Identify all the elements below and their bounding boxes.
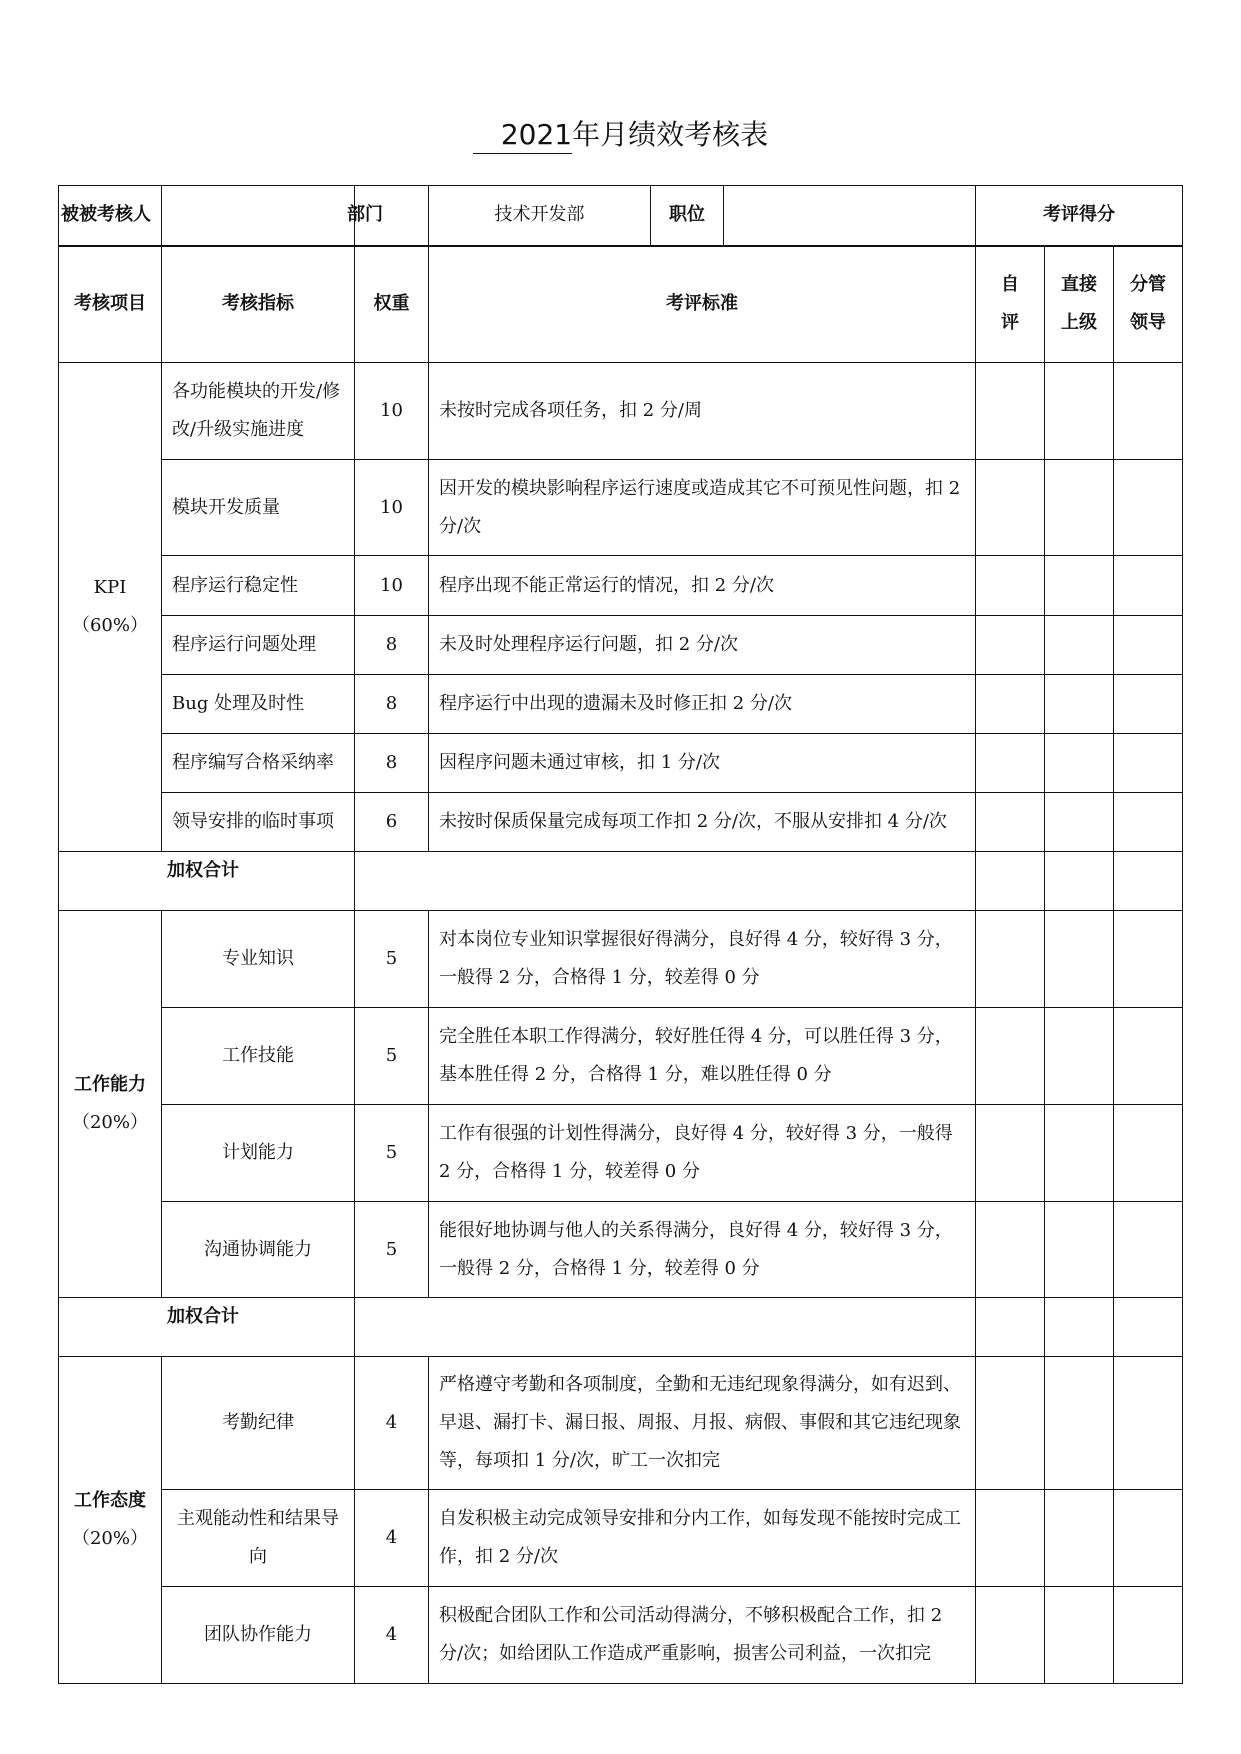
- header-weight: 权重: [355, 246, 429, 363]
- kpi-indicator-4: 程序运行问题处理: [162, 616, 355, 675]
- ability-self-2[interactable]: [976, 1008, 1045, 1105]
- kpi-weight-2: 10: [355, 460, 429, 556]
- kpi-subtotal-label: 加权合计: [59, 852, 355, 911]
- ability-lead-2[interactable]: [1114, 1008, 1183, 1105]
- position-label: 职位: [651, 186, 724, 246]
- dept-label: [347, 186, 429, 246]
- title-text: 年月绩效考核表: [572, 118, 769, 151]
- title-year: 2021: [473, 118, 572, 154]
- attitude-direct-1[interactable]: [1045, 1357, 1114, 1490]
- kpi-self-3[interactable]: [976, 556, 1045, 616]
- ability-standard-4: 能很好地协调与他人的关系得满分，良好得 4 分，较好得 3 分，一般得 2 分，合格得 1 分，较差得 0 分: [429, 1202, 976, 1298]
- attitude-label-1: 工作态度: [74, 1490, 146, 1511]
- kpi-weight-7: 6: [355, 793, 429, 852]
- header-lead: [1114, 246, 1183, 363]
- header-row: [59, 246, 1183, 363]
- attitude-direct-2[interactable]: [1045, 1490, 1114, 1587]
- position-value[interactable]: [724, 186, 976, 246]
- kpi-indicator-6: 程序编写合格采纳率: [162, 734, 355, 793]
- ability-direct-4[interactable]: [1045, 1202, 1114, 1298]
- kpi-standard-5: 程序运行中出现的遗漏未及时修正扣 2 分/次: [429, 675, 976, 734]
- kpi-weight-6: 8: [355, 734, 429, 793]
- attitude-standard-3: 积极配合团队工作和公司活动得满分，不够积极配合工作，扣 2 分/次；如给团队工作造成严重影响，损害公司利益，一次扣完: [429, 1587, 976, 1684]
- header-direct-2: 上级: [1061, 312, 1097, 334]
- ability-self-1[interactable]: [976, 911, 1045, 1008]
- kpi-subtotal-lead[interactable]: [1114, 852, 1183, 911]
- ability-standard-3: 工作有很强的计划性得满分，良好得 4 分，较好得 3 分，一般得 2 分，合格得 1 分，较差得 0 分: [429, 1105, 976, 1202]
- attitude-row-1: [59, 1357, 1183, 1490]
- kpi-standard-4: 未及时处理程序运行问题，扣 2 分/次: [429, 616, 976, 675]
- kpi-self-4[interactable]: [976, 616, 1045, 675]
- kpi-direct-1[interactable]: [1045, 363, 1114, 460]
- kpi-indicator-2: 模块开发质量: [162, 460, 355, 556]
- ability-weight-3: 5: [355, 1105, 429, 1202]
- attitude-row-3: [59, 1587, 1183, 1684]
- kpi-direct-2[interactable]: [1045, 460, 1114, 556]
- ability-subtotal-self[interactable]: [976, 1298, 1045, 1357]
- header-self-1: 自: [1001, 274, 1019, 296]
- dept-label-text: 部门: [347, 204, 383, 226]
- kpi-lead-5[interactable]: [1114, 675, 1183, 734]
- kpi-row-1: [59, 363, 1183, 460]
- kpi-direct-3[interactable]: [1045, 556, 1114, 616]
- kpi-standard-3: 程序出现不能正常运行的情况，扣 2 分/次: [429, 556, 976, 616]
- kpi-row-2: [59, 460, 1183, 556]
- header-standard: 考评标准: [429, 246, 976, 363]
- ability-subtotal-value[interactable]: [355, 1298, 976, 1357]
- kpi-row-5: [59, 675, 1183, 734]
- ability-subtotal-label: 加权合计: [59, 1298, 355, 1357]
- kpi-subtotal-direct[interactable]: [1045, 852, 1114, 911]
- kpi-row-6: [59, 734, 1183, 793]
- ability-indicator-2: 工作技能: [162, 1008, 355, 1105]
- kpi-subtotal-value[interactable]: [355, 852, 976, 911]
- kpi-self-7[interactable]: [976, 793, 1045, 852]
- kpi-subtotal-row: [59, 852, 1183, 911]
- attitude-label: [59, 1357, 162, 1684]
- kpi-row-4: [59, 616, 1183, 675]
- kpi-weight-1: 10: [355, 363, 429, 460]
- kpi-weight-4: 8: [355, 616, 429, 675]
- kpi-indicator-3: 程序运行稳定性: [162, 556, 355, 616]
- kpi-lead-3[interactable]: [1114, 556, 1183, 616]
- examinee-value[interactable]: [162, 186, 355, 246]
- score-label: 考评得分: [976, 186, 1183, 246]
- kpi-indicator-1: 各功能模块的开发/修改/升级实施进度: [162, 363, 355, 460]
- kpi-self-2[interactable]: [976, 460, 1045, 556]
- document-title: [0, 113, 1241, 154]
- ability-row-3: [59, 1105, 1183, 1202]
- attitude-weight-1: 4: [355, 1357, 429, 1490]
- ability-row-2: [59, 1008, 1183, 1105]
- attitude-lead-3[interactable]: [1114, 1587, 1183, 1684]
- kpi-lead-1[interactable]: [1114, 363, 1183, 460]
- ability-direct-1[interactable]: [1045, 911, 1114, 1008]
- attitude-indicator-1: 考勤纪律: [162, 1357, 355, 1490]
- header-item: 考核项目: [59, 246, 162, 363]
- attitude-indicator-2: 主观能动性和结果导向: [162, 1490, 355, 1587]
- header-self-2: 评: [1001, 312, 1019, 334]
- ability-indicator-4: 沟通协调能力: [162, 1202, 355, 1298]
- attitude-self-1[interactable]: [976, 1357, 1045, 1490]
- kpi-lead-6[interactable]: [1114, 734, 1183, 793]
- kpi-subtotal-self[interactable]: [976, 852, 1045, 911]
- kpi-self-5[interactable]: [976, 675, 1045, 734]
- ability-weight-1: 5: [355, 911, 429, 1008]
- kpi-lead-4[interactable]: [1114, 616, 1183, 675]
- ability-standard-2: 完全胜任本职工作得满分，较好胜任得 4 分，可以胜任得 3 分，基本胜任得 2 分，合格得 1 分，难以胜任得 0 分: [429, 1008, 976, 1105]
- ability-lead-1[interactable]: [1114, 911, 1183, 1008]
- kpi-label: KPI（60%）: [59, 363, 162, 852]
- ability-direct-2[interactable]: [1045, 1008, 1114, 1105]
- attitude-lead-1[interactable]: [1114, 1357, 1183, 1490]
- header-lead-2: 领导: [1130, 312, 1166, 334]
- kpi-direct-6[interactable]: [1045, 734, 1114, 793]
- kpi-lead-2[interactable]: [1114, 460, 1183, 556]
- attitude-weight-3: 4: [355, 1587, 429, 1684]
- kpi-standard-6: 因程序问题未通过审核，扣 1 分/次: [429, 734, 976, 793]
- kpi-lead-7[interactable]: [1114, 793, 1183, 852]
- kpi-row-3: [59, 556, 1183, 616]
- kpi-self-6[interactable]: [976, 734, 1045, 793]
- kpi-direct-4[interactable]: [1045, 616, 1114, 675]
- header-direct: [1045, 246, 1114, 363]
- kpi-standard-7: 未按时保质保量完成每项工作扣 2 分/次，不服从安排扣 4 分/次: [429, 793, 976, 852]
- kpi-standard-2: 因开发的模块影响程序运行速度或造成其它不可预见性问题，扣 2 分/次: [429, 460, 976, 556]
- ability-lead-3[interactable]: [1114, 1105, 1183, 1202]
- attitude-indicator-3: 团队协作能力: [162, 1587, 355, 1684]
- ability-standard-1: 对本岗位专业知识掌握很好得满分，良好得 4 分，较好得 3 分，一般得 2 分，合格得 1 分，较差得 0 分: [429, 911, 976, 1008]
- attitude-label-2: （20%）: [71, 1528, 148, 1549]
- header-self: [976, 246, 1045, 363]
- ability-self-3[interactable]: [976, 1105, 1045, 1202]
- kpi-direct-5[interactable]: [1045, 675, 1114, 734]
- ability-indicator-3: 计划能力: [162, 1105, 355, 1202]
- ability-label: [59, 911, 162, 1298]
- kpi-weight-3: 10: [355, 556, 429, 616]
- ability-direct-3[interactable]: [1045, 1105, 1114, 1202]
- ability-row-4: [59, 1202, 1183, 1298]
- attitude-standard-1: 严格遵守考勤和各项制度，全勤和无违纪现象得满分，如有迟到、早退、漏打卡、漏日报、周报、月报、病假、事假和其它违纪现象等，每项扣 1 分/次，旷工一次扣完: [429, 1357, 976, 1490]
- kpi-row-7: [59, 793, 1183, 852]
- info-row: [59, 186, 1183, 246]
- ability-lead-4[interactable]: [1114, 1202, 1183, 1298]
- ability-weight-4: 5: [355, 1202, 429, 1298]
- kpi-standard-1: 未按时完成各项任务，扣 2 分/周: [429, 363, 976, 460]
- kpi-indicator-7: 领导安排的临时事项: [162, 793, 355, 852]
- kpi-indicator-5: Bug 处理及时性: [162, 675, 355, 734]
- ability-row-1: [59, 911, 1183, 1008]
- examinee-label: 被被考核人: [59, 186, 162, 246]
- dept-value: 技术开发部: [429, 186, 651, 246]
- attitude-self-3[interactable]: [976, 1587, 1045, 1684]
- ability-indicator-1: 专业知识: [162, 911, 355, 1008]
- header-direct-1: 直接: [1061, 274, 1097, 296]
- ability-subtotal-lead[interactable]: [1114, 1298, 1183, 1357]
- header-lead-1: 分管: [1130, 274, 1166, 296]
- ability-weight-2: 5: [355, 1008, 429, 1105]
- attitude-lead-2[interactable]: [1114, 1490, 1183, 1587]
- attitude-weight-2: 4: [355, 1490, 429, 1587]
- ability-label-2: （20%）: [71, 1112, 148, 1133]
- ability-subtotal-direct[interactable]: [1045, 1298, 1114, 1357]
- attitude-standard-2: 自发积极主动完成领导安排和分内工作，如每发现不能按时完成工作，扣 2 分/次: [429, 1490, 976, 1587]
- performance-table: [58, 185, 1183, 1684]
- kpi-weight-5: 8: [355, 675, 429, 734]
- attitude-row-2: [59, 1490, 1183, 1587]
- ability-subtotal-row: [59, 1298, 1183, 1357]
- attitude-self-2[interactable]: [976, 1490, 1045, 1587]
- kpi-self-1[interactable]: [976, 363, 1045, 460]
- ability-label-1: 工作能力: [74, 1074, 146, 1095]
- attitude-direct-3[interactable]: [1045, 1587, 1114, 1684]
- header-indicator: 考核指标: [162, 246, 355, 363]
- kpi-direct-7[interactable]: [1045, 793, 1114, 852]
- ability-self-4[interactable]: [976, 1202, 1045, 1298]
